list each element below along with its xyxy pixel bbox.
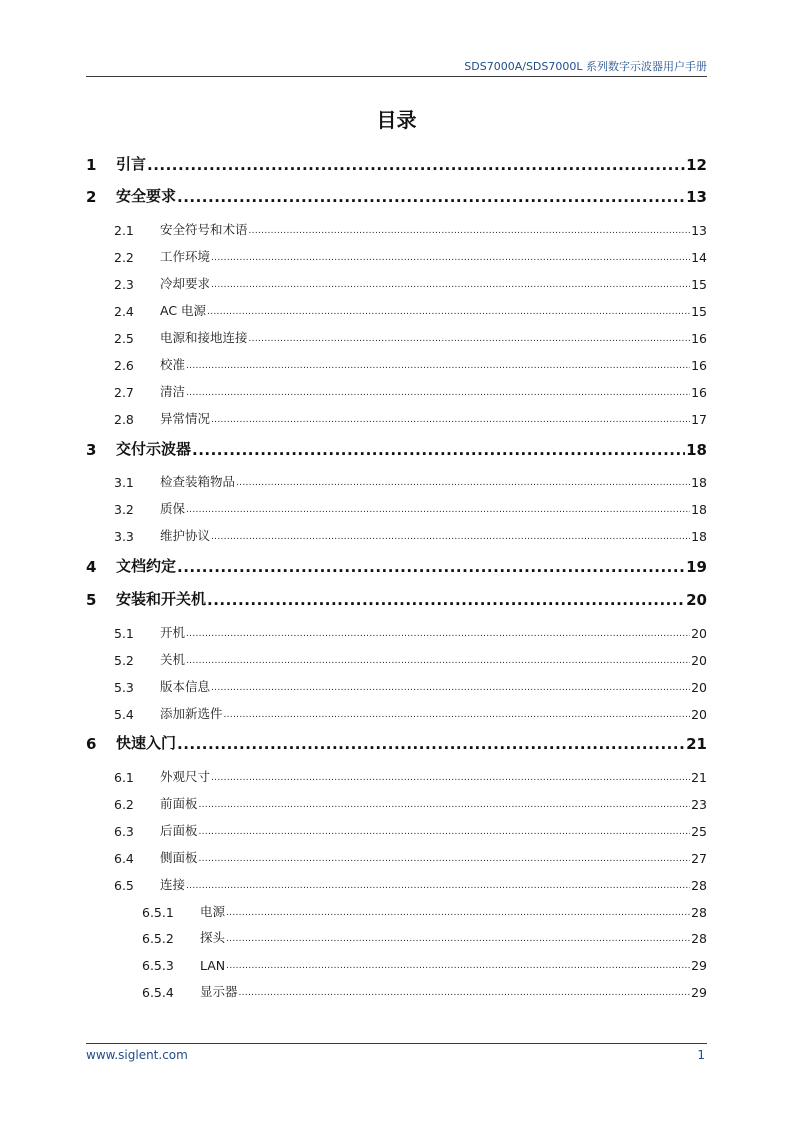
toc-entry[interactable]	[86, 846, 707, 866]
toc-entry-number: 6.5.2	[142, 931, 174, 946]
toc-entry-page: 13	[686, 188, 707, 206]
header-divider	[86, 76, 707, 77]
toc-entry-number: 6.3	[114, 824, 134, 839]
toc-entry-page: 21	[691, 770, 707, 785]
toc-entry-number: 2.8	[114, 412, 134, 427]
toc-entry-page: 27	[691, 851, 707, 866]
toc-entry-title: 工作环境	[160, 249, 211, 264]
toc-entry-number: 2.2	[114, 250, 134, 265]
toc-entry-page: 23	[691, 797, 707, 812]
toc-entry-title: 连接	[160, 877, 186, 892]
toc-leader-dots	[249, 332, 691, 346]
toc-entry[interactable]	[86, 470, 707, 490]
toc-entry-page: 13	[691, 223, 707, 238]
toc-entry-title: 快速入门	[116, 734, 177, 752]
toc-entry[interactable]	[86, 733, 707, 753]
toc-entry-title: 安全符号和术语	[160, 222, 248, 237]
toc-entry[interactable]	[86, 556, 707, 576]
toc-leader-dots	[186, 386, 690, 400]
toc-leader-dots	[177, 558, 685, 576]
toc-entry-page: 28	[691, 931, 707, 946]
toc-entry-title: 质保	[160, 501, 186, 516]
toc-entry-page: 28	[691, 905, 707, 920]
toc-entry[interactable]	[86, 702, 707, 722]
toc-entry-number: 5.1	[114, 626, 134, 641]
toc-entry-page: 20	[686, 591, 707, 609]
toc-entry[interactable]	[86, 819, 707, 839]
toc-entry[interactable]	[86, 380, 707, 400]
toc-entry-page: 18	[691, 502, 707, 517]
toc-leader-dots	[211, 681, 690, 695]
toc-entry-number: 6	[86, 735, 97, 753]
toc-leader-dots	[239, 986, 691, 1000]
toc-entry-number: 2.3	[114, 277, 134, 292]
toc-leader-dots	[186, 654, 690, 668]
toc-entry-number: 1	[86, 156, 97, 174]
toc-entry-page: 20	[691, 626, 707, 641]
toc-entry-number: 4	[86, 558, 97, 576]
toc-entry[interactable]	[86, 439, 707, 459]
toc-entry[interactable]	[86, 524, 707, 544]
toc-leader-dots	[224, 708, 691, 722]
toc-entry[interactable]	[86, 186, 707, 206]
toc-leader-dots	[186, 627, 690, 641]
toc-entry-title: 显示器	[200, 984, 238, 999]
toc-entry-page: 15	[691, 277, 707, 292]
toc-entry[interactable]	[86, 953, 707, 973]
toc-entry-number: 3.3	[114, 529, 134, 544]
toc-entry-page: 19	[686, 558, 707, 576]
toc-entry[interactable]	[86, 245, 707, 265]
toc-entry-title: 添加新选件	[160, 706, 223, 721]
footer-divider	[86, 1043, 707, 1044]
toc-entry-number: 5.3	[114, 680, 134, 695]
toc-leader-dots	[199, 852, 691, 866]
toc-leader-dots	[211, 771, 690, 785]
toc-entry[interactable]	[86, 326, 707, 346]
toc-entry-title: 开机	[160, 625, 186, 640]
toc-leader-dots	[186, 359, 690, 373]
toc-leader-dots	[177, 188, 685, 206]
footer-website[interactable]: www.siglent.com	[86, 1048, 188, 1062]
toc-entry-title: 电源	[200, 904, 226, 919]
toc-leader-dots	[207, 591, 685, 609]
toc-entry-number: 6.4	[114, 851, 134, 866]
toc-entry-number: 5	[86, 591, 97, 609]
toc-entry-title: 电源和接地连接	[160, 330, 248, 345]
toc-entry-title: 文档约定	[116, 557, 177, 575]
toc-entry[interactable]	[86, 926, 707, 946]
toc-entry-page: 16	[691, 385, 707, 400]
toc-entry-number: 6.5	[114, 878, 134, 893]
toc-entry[interactable]	[86, 272, 707, 292]
toc-entry-page: 16	[691, 331, 707, 346]
toc-leader-dots	[249, 224, 691, 238]
toc-entry[interactable]	[86, 621, 707, 641]
toc-leader-dots	[211, 251, 690, 265]
toc-entry-number: 3.1	[114, 475, 134, 490]
toc-entry-title: 外观尺寸	[160, 769, 211, 784]
toc-entry-number: 2.4	[114, 304, 134, 319]
toc-leader-dots	[207, 305, 690, 319]
toc-leader-dots	[226, 959, 690, 973]
toc-entry[interactable]	[86, 589, 707, 609]
toc-leader-dots	[186, 503, 690, 517]
toc-entry-number: 5.4	[114, 707, 134, 722]
toc-entry[interactable]	[86, 765, 707, 785]
toc-entry[interactable]	[86, 218, 707, 238]
toc-entry-number: 2.7	[114, 385, 134, 400]
toc-entry[interactable]	[86, 675, 707, 695]
toc-entry-page: 18	[691, 475, 707, 490]
toc-entry-page: 18	[686, 441, 707, 459]
toc-entry[interactable]	[86, 900, 707, 920]
toc-entry-page: 20	[691, 707, 707, 722]
toc-entry-number: 3.2	[114, 502, 134, 517]
toc-entry[interactable]	[86, 792, 707, 812]
toc-leader-dots	[177, 735, 685, 753]
header-title: SDS7000A/SDS7000L 系列数字示波器用户手册	[464, 60, 707, 73]
toc-entry-title: 安装和开关机	[116, 590, 207, 608]
toc-entry[interactable]	[86, 497, 707, 517]
toc-entry-title: 探头	[200, 930, 226, 945]
toc-leader-dots	[236, 476, 690, 490]
toc-leader-dots	[199, 825, 691, 839]
toc-entry[interactable]	[86, 299, 707, 319]
toc-entry-page: 29	[691, 985, 707, 1000]
toc-entry[interactable]	[86, 154, 707, 174]
toc-entry-number: 2.1	[114, 223, 134, 238]
toc-title: 目录	[376, 108, 417, 132]
toc-leader-dots	[226, 906, 690, 920]
toc-entry-title: 安全要求	[116, 187, 177, 205]
toc-leader-dots	[211, 530, 690, 544]
toc-entry[interactable]	[86, 648, 707, 668]
toc-leader-dots	[192, 441, 685, 459]
toc-leader-dots	[199, 798, 691, 812]
toc-entry-title: 侧面板	[160, 850, 198, 865]
toc-leader-dots	[211, 278, 690, 292]
toc-entry-number: 6.5.3	[142, 958, 174, 973]
toc-entry-number: 2.5	[114, 331, 134, 346]
toc-entry-title: 异常情况	[160, 411, 211, 426]
toc-entry-page: 15	[691, 304, 707, 319]
toc-entry-number: 6.5.1	[142, 905, 174, 920]
toc-entry[interactable]	[86, 353, 707, 373]
toc-entry-page: 17	[691, 412, 707, 427]
toc-entry-page: 20	[691, 653, 707, 668]
toc-entry[interactable]	[86, 873, 707, 893]
footer-page-number: 1	[697, 1048, 705, 1062]
toc-entry-title: 前面板	[160, 796, 198, 811]
toc-entry[interactable]	[86, 980, 707, 1000]
toc-entry-page: 29	[691, 958, 707, 973]
toc-entry-title: 检查装箱物品	[160, 474, 236, 489]
toc-entry-number: 6.5.4	[142, 985, 174, 1000]
toc-leader-dots	[186, 879, 690, 893]
toc-entry-title: AC 电源	[160, 303, 207, 318]
toc-entry-page: 12	[686, 156, 707, 174]
toc-entry-title: 交付示波器	[116, 440, 192, 458]
toc-entry-page: 21	[686, 735, 707, 753]
toc-entry-title: 清洁	[160, 384, 186, 399]
toc-leader-dots	[147, 156, 685, 174]
toc-entry-title: 冷却要求	[160, 276, 211, 291]
toc-entry-number: 6.1	[114, 770, 134, 785]
toc-entry-title: 引言	[116, 155, 147, 173]
toc-entry-page: 18	[691, 529, 707, 544]
toc-leader-dots	[211, 413, 690, 427]
toc-entry-title: 维护协议	[160, 528, 211, 543]
toc-entry-title: 版本信息	[160, 679, 211, 694]
toc-entry-title: LAN	[200, 958, 226, 973]
toc-entry[interactable]	[86, 407, 707, 427]
toc-entry-page: 16	[691, 358, 707, 373]
toc-entry-number: 2.6	[114, 358, 134, 373]
toc-entry-number: 5.2	[114, 653, 134, 668]
toc-entry-number: 6.2	[114, 797, 134, 812]
toc-entry-page: 28	[691, 878, 707, 893]
toc-entry-title: 后面板	[160, 823, 198, 838]
toc-leader-dots	[226, 932, 690, 946]
toc-entry-page: 25	[691, 824, 707, 839]
toc-entry-title: 关机	[160, 652, 186, 667]
toc-entry-page: 14	[691, 250, 707, 265]
toc-entry-number: 3	[86, 441, 97, 459]
toc-entry-number: 2	[86, 188, 97, 206]
toc-entry-title: 校准	[160, 357, 186, 372]
toc-entry-page: 20	[691, 680, 707, 695]
